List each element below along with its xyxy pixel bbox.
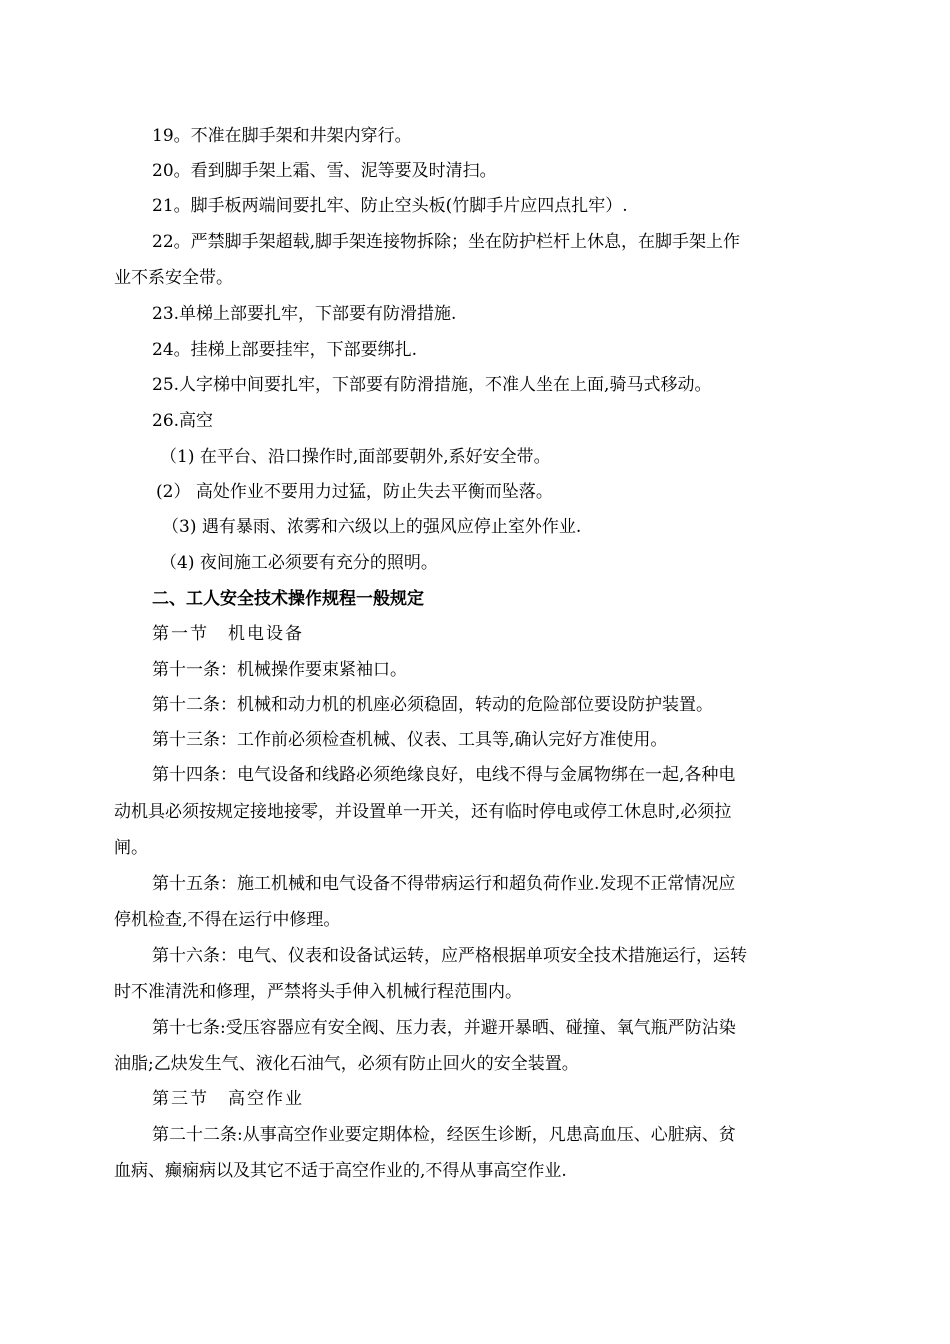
rule-22: 22。严禁脚手架超载,脚手架连接物拆除；坐在防护栏杆上休息，在脚手架上作 xyxy=(152,232,741,252)
rule-22-continued: 业不系安全带。 xyxy=(114,268,233,288)
article-14-continued: 动机具必须按规定接地接零，并设置单一开关，还有临时停电或停工休息时,必须拉 xyxy=(114,802,732,822)
subsection-heading-1: 第一节 机电设备 xyxy=(152,624,304,644)
article-11: 第十一条：机械操作要束紧袖口。 xyxy=(152,660,407,680)
rule-25: 25.人字梯中间要扎牢，下部要有防滑措施，不准人坐在上面,骑马式移动。 xyxy=(152,375,712,395)
article-17: 第十七条:受压容器应有安全阀、压力表，并避开暴晒、碰撞、氧气瓶严防沾染 xyxy=(152,1018,736,1038)
article-15-continued: 停机检查,不得在运行中修理。 xyxy=(114,910,341,930)
rule-24: 24。挂梯上部要挂牢，下部要绑扎. xyxy=(152,340,418,360)
rule-20: 20。看到脚手架上霜、雪、泥等要及时清扫。 xyxy=(152,161,497,181)
rule-23: 23.单梯上部要扎牢，下部要有防滑措施. xyxy=(152,304,457,324)
sub-item-1: （1) 在平台、沿口操作时,面部要朝外,系好安全带。 xyxy=(160,447,551,467)
article-17-continued: 油脂;乙炔发生气、液化石油气，必须有防止回火的安全装置。 xyxy=(114,1054,579,1074)
sub-item-4: （4) 夜间施工必须要有充分的照明。 xyxy=(160,553,438,573)
article-16: 第十六条：电气、仪表和设备试运转，应严格根据单项安全技术措施运行，运转 xyxy=(152,946,747,966)
article-15: 第十五条：施工机械和电气设备不得带病运行和超负荷作业.发现不正常情况应 xyxy=(152,874,736,894)
article-16-continued: 时不准清洗和修理，严禁将头手伸入机械行程范围内。 xyxy=(114,982,522,1002)
article-22-continued: 血病、癫痫病以及其它不适于高空作业的,不得从事高空作业. xyxy=(114,1161,567,1181)
article-12: 第十二条：机械和动力机的机座必须稳固，转动的危险部位要设防护装置。 xyxy=(152,695,713,715)
sub-item-3: （3) 遇有暴雨、浓雾和六级以上的强风应停止室外作业. xyxy=(162,517,582,537)
rule-21: 21。脚手板两端间要扎牢、防止空头板(竹脚手片应四点扎牢）. xyxy=(152,196,628,216)
article-13: 第十三条：工作前必须检查机械、仪表、工具等,确认完好方准使用。 xyxy=(152,730,668,750)
rule-26: 26.高空 xyxy=(152,411,214,431)
article-14-end: 闸。 xyxy=(114,838,148,858)
section-heading: 二、工人安全技术操作规程一般规定 xyxy=(152,589,424,609)
article-22: 第二十二条:从事高空作业要定期体检，经医生诊断，凡患高血压、心脏病、贫 xyxy=(152,1125,736,1145)
article-14: 第十四条：电气设备和线路必须绝缘良好，电线不得与金属物绑在一起,各种电 xyxy=(152,765,736,785)
subsection-heading-3: 第三节 高空作业 xyxy=(152,1089,304,1109)
sub-item-2: (2） 高处作业不要用力过猛，防止失去平衡而坠落。 xyxy=(156,482,553,502)
rule-19: 19。不准在脚手架和井架内穿行。 xyxy=(152,126,412,146)
